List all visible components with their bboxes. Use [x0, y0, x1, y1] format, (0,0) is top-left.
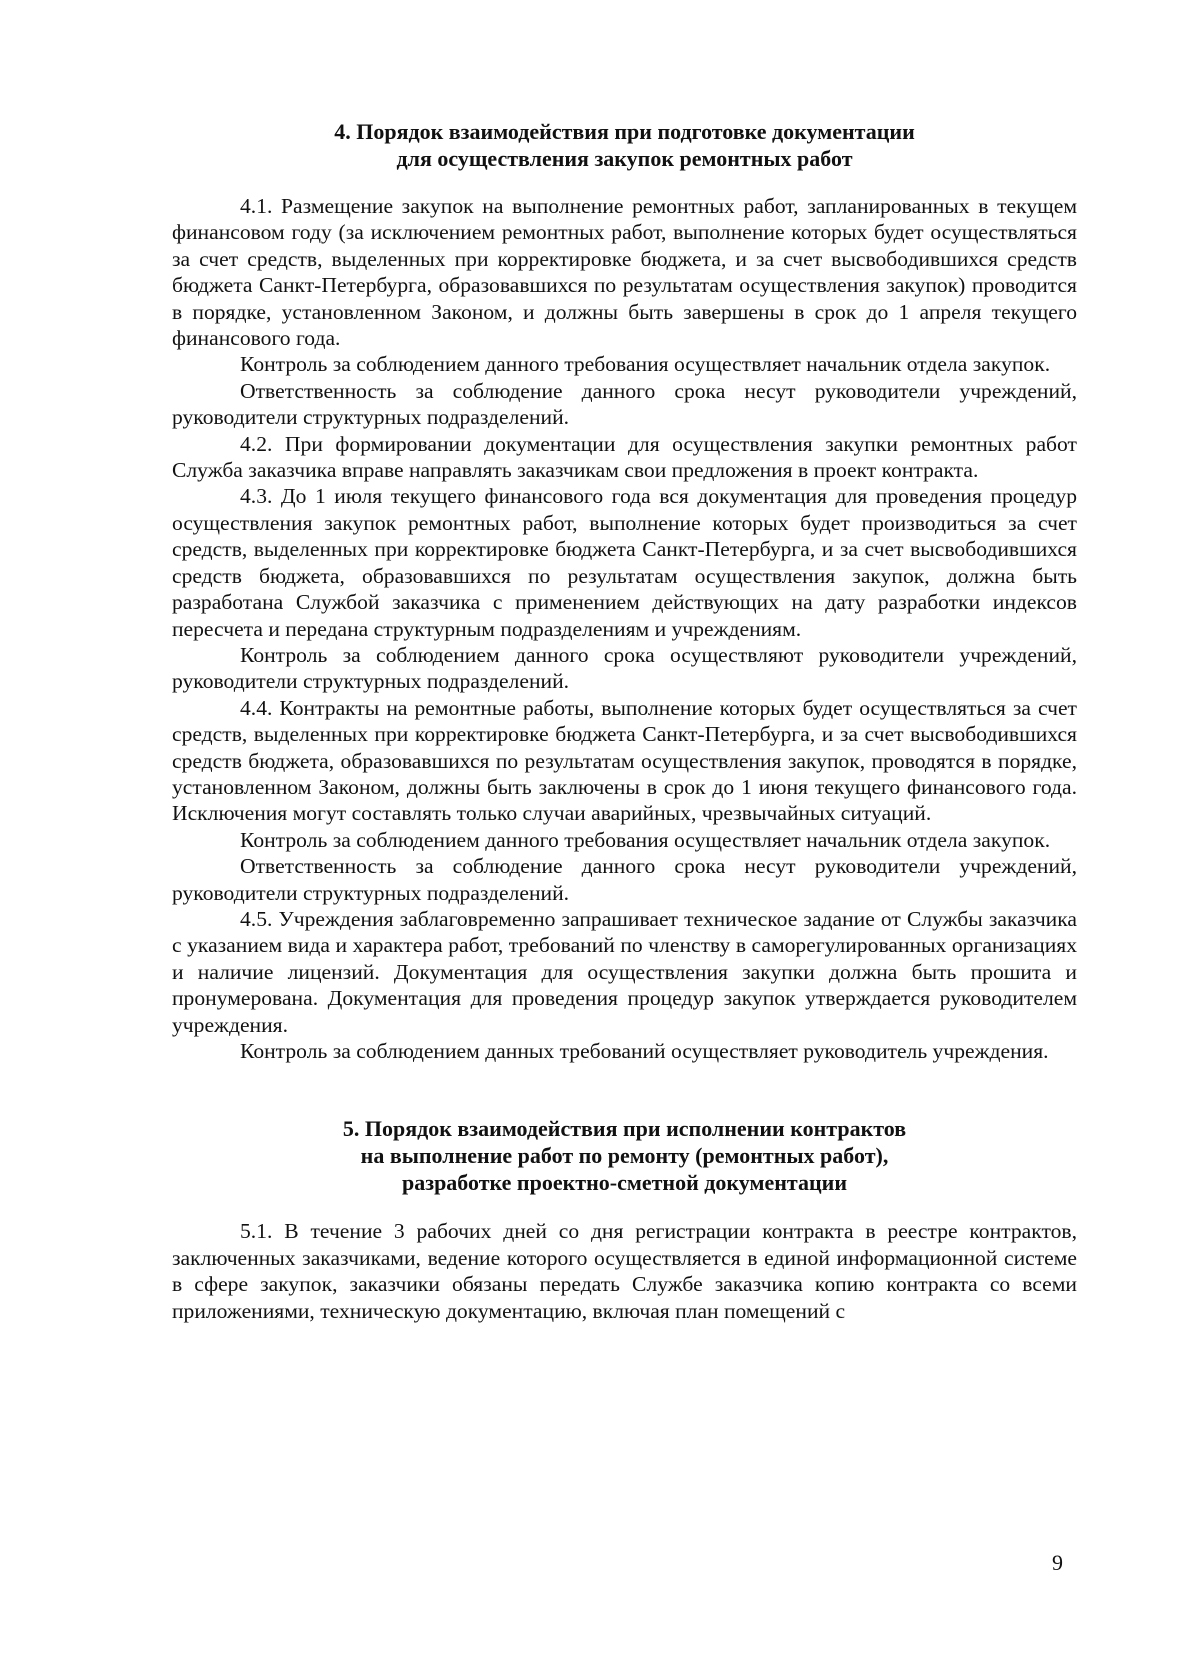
paragraph-5-1: 5.1. В течение 3 рабочих дней со дня регистрации контракта в реестре контрактов, заключенных заказчиками, ведение которого осуществляется в единой информационной системе в сфере закупок, заказчики обязаны передать Службе заказчика копию контракта со всеми приложениями, техническую документацию, включая план помещений с	[172, 1219, 1077, 1323]
paragraph-4-5-control: Контроль за соблюдением данных требований осуществляет руководитель учреждения.	[240, 1039, 1049, 1063]
page-content	[172, 118, 1077, 1324]
section-4-body	[172, 193, 1077, 1064]
paragraph-4-1-responsibility: Ответственность за соблюдение данного срока несут руководители учреждений, руководители структурных подразделений.	[172, 378, 1077, 430]
paragraph-4-1: 4.1. Размещение закупок на выполнение ремонтных работ, запланированных в текущем финансовом году (за исключением ремонтных работ, выполнение которых будет осуществляться за счет средств, выделенных при корректировке бюджета, и за счет высвободившихся средств бюджета Санкт-Петербурга, образовавшихся по результатам осуществления закупок) проводится в порядке, установленном Законом, и должны быть завершены в срок до 1 апреля текущего финансового года.	[172, 194, 1077, 351]
paragraph-4-4-responsibility: Ответственность за соблюдение данного срока несут руководители учреждений, руководители структурных подразделений.	[172, 854, 1077, 905]
paragraph-4-4: 4.4. Контракты на ремонтные работы, выполнение которых будет осуществляться за счет средств, выделенных при корректировке бюджета Санкт-Петербурга, и за счет высвободившихся средств бюджета, образовавшихся по результатам осуществления закупок, проводятся в порядке, установленном Законом, должны быть заключены в срок до 1 июня текущего финансового года. Исключения могут составлять только случаи аварийных, чрезвычайных ситуаций.	[172, 695, 1077, 826]
paragraph-4-3: 4.3. До 1 июля текущего финансового года вся документация для проведения процедур осуществления закупок ремонтных работ, выполнение которых будет производиться за счет средств, выделенных при корректировке бюджета Санкт-Петербурга, и за счет высвободившихся средств бюджета, образовавшихся по результатам осуществления закупок, должна быть разработана Службой заказчика с применением действующих на дату разработки индексов пересчета и передана структурным подразделениям и учреждениям.	[172, 484, 1077, 641]
paragraph-4-5: 4.5. Учреждения заблаговременно запрашивает техническое задание от Службы заказчика с указанием вида и характера работ, требований по членству в саморегулированных организациях и наличие лицензий. Документация для осуществления закупки должна быть прошита и пронумерована. Документация для проведения процедур закупок утверждается руководителем учреждения.	[172, 906, 1077, 1037]
section-5-title-line: 5. Порядок взаимодействия при исполнении контрактов	[342, 1116, 907, 1142]
section-4-title-line: для осуществления закупок ремонтных работ	[396, 146, 853, 171]
section-4-title-line: 4. Порядок взаимодействия при подготовке документации	[334, 119, 915, 144]
paragraph-4-2: 4.2. При формировании документации для осуществления закупки ремонтных работ Служба заказчика вправе направлять заказчикам свои предложения в проект контракта.	[172, 431, 1077, 483]
section-4-title	[172, 118, 1077, 172]
section-5-title-line: разработке проектно-сметной документации	[402, 1170, 847, 1196]
section-5-body	[172, 1218, 1077, 1324]
paragraph-4-1-control: Контроль за соблюдением данного требования осуществляет начальник отдела закупок.	[240, 352, 1051, 377]
page-number: 9	[1052, 1550, 1063, 1575]
section-5-title-line: на выполнение работ по ремонту (ремонтных работ),	[360, 1143, 889, 1169]
section-5-title	[172, 1115, 1077, 1196]
paragraph-4-3-control: Контроль за соблюдением данного срока осуществляют руководители учреждений, руководители структурных подразделений.	[172, 642, 1077, 694]
paragraph-4-4-control: Контроль за соблюдением данного требования осуществляет начальник отдела закупок.	[240, 827, 1051, 852]
